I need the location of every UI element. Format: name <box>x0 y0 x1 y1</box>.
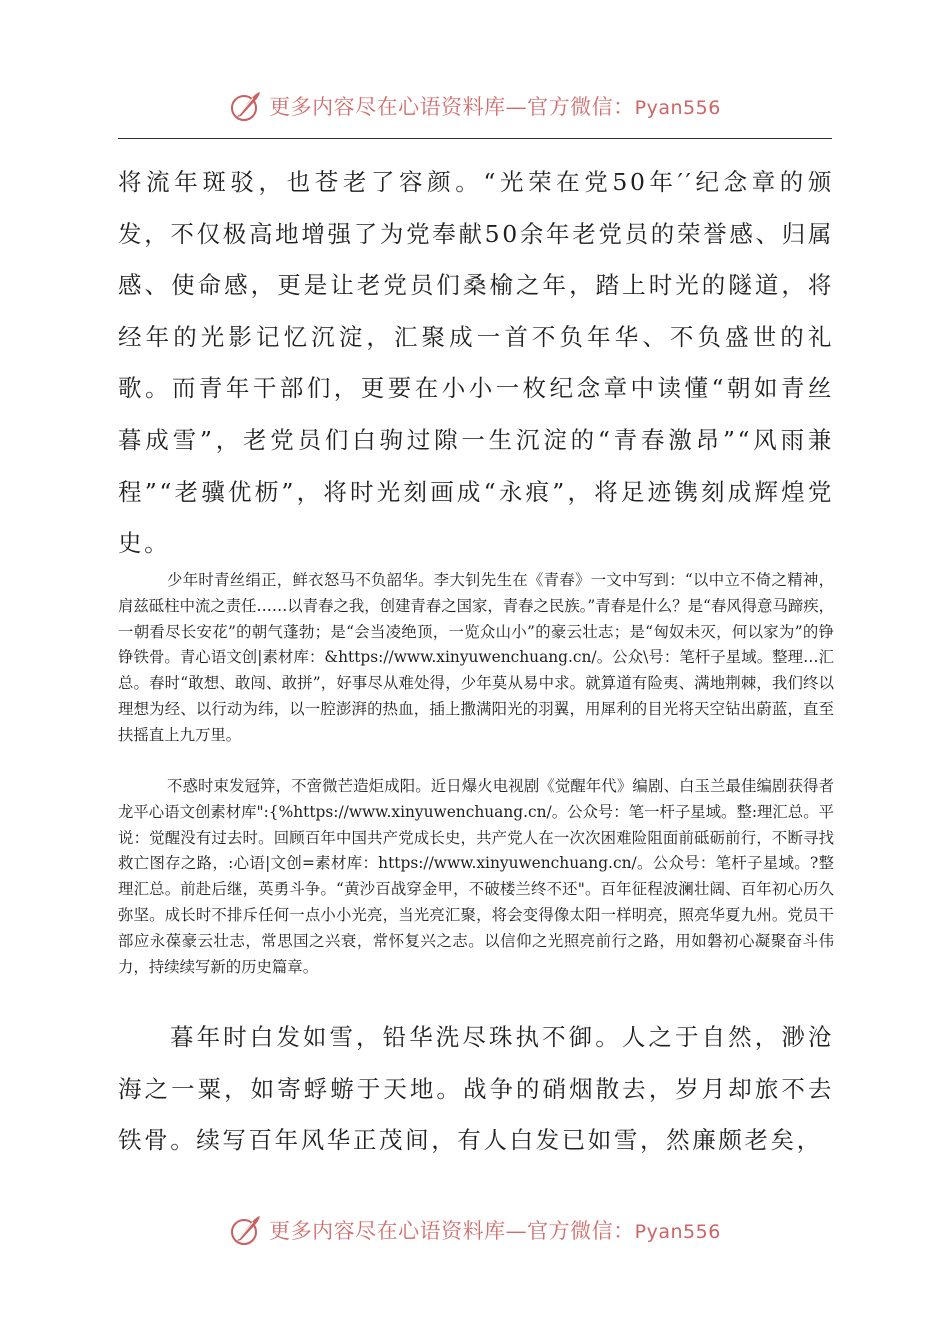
header-slogan: 更多内容尽在心语资料库—官方微信： <box>269 95 635 119</box>
body-small-paragraph-1: 少年时青丝绢正，鲜衣怒马不负韶华。李大钊先生在《青春》一文中写到：“以中立不倚之精神，肩兹砥柱中流之责任……以青春之我，创建青春之国家，青春之民族。”青春是什么？是“春风得意马蹄疾，一朝看尽长安花”的朝气蓬勃；是“会当凌绝顶，一览众山小”的豪云壮志；是“匈奴未灭，何以家为”的铮铮铁骨。青心语文创|素材库：&https://www.xinyuwenchuang.cn/。公众\号：笔杆子星域。整理…汇总。春时“敢想、敢闯、敢拼”，好事尽从难处得，少年莫从易中求。就算道有险夷、满地荆棘，我们终以理想为经、以行动为纬，以一腔澎湃的热血，插上撒满阳光的羽翼，用犀利的目光将天空钻出蔚蓝，直至扶摇直上九万里。 <box>118 571 835 744</box>
body-paragraph-3: 暮年时白发如雪，铅华洗尽珠执不御。人之于自然，渺沧海之一粟，如寄蜉蝣于天地。战争的硝烟散去，岁月却旅不去铁骨。续写百年风华正茂间，有人白发已如雪，然廉颇老矣， <box>118 1023 834 1155</box>
body-small-paragraph-2: 不惑时束发冠笄，不啻微芒造炬成阳。近日爆火电视剧《觉醒年代》编剧、白玉兰最佳编剧获得者龙平心语文创素材库":{%https://www.xinyuwenchuang.cn/。公众号：笔一杆子星域。整:理汇总。平说：觉醒没有过去时。回顾百年中国共产党成长史，共产党人在一次次困难险阻面前砥砺前行，不断寻找救亡图存之路，:心语|文创=素材库：https://www.xinyuwenchuang.cn/。公众号：笔杆子星域。?整理汇总。前赴后继，英勇斗争。“黄沙百战穿金甲，不破楼兰终不还"。百年征程波澜壮阔、百年初心历久弥坚。成长时不排斥任何一点小小光亮，当光亮汇聚，将会变得像太阳一样明亮，照亮华夏九州。党员干部应永葆豪云壮志，常思国之兴衰，常怀复兴之志。以信仰之光照亮前行之路，用如磐初心凝聚奋斗伟力，持续续写新的历史篇章。 <box>118 777 834 976</box>
header-divider <box>118 138 832 139</box>
footer-slogan: 更多内容尽在心语资料库—官方微信： <box>269 1219 635 1243</box>
quill-pen-icon <box>229 89 263 123</box>
footer-banner <box>0 1208 950 1252</box>
header-wechat-id: Pyan556 <box>634 97 721 119</box>
header-banner-text <box>269 91 721 121</box>
body-paragraph-1: 将流年斑驳，也苍老了容颜。“光荣在党50年′′纪念章的颁发，不仅极高地增强了为党奉献50余年老党员的荣誉感、归属感、使命感，更是让老党员们桑榆之年，踏上时光的隧道，将经年的光影记忆沉淀，汇聚成一首不负年华、不负盛世的礼歌。而青年干部们，更要在小小一枚纪念章中读懂“朝如青丝暮成雪”，老党员们白驹过隙一生沉淀的“青春激昂”“风雨兼程”“老骥优枥”，将时光刻画成“永痕”，将足迹镌刻成辉煌党史。 <box>118 168 834 558</box>
footer-banner-text <box>269 1215 721 1245</box>
quill-pen-icon <box>229 1213 263 1247</box>
footer-wechat-id: Pyan556 <box>634 1221 721 1243</box>
header-banner <box>0 84 950 128</box>
